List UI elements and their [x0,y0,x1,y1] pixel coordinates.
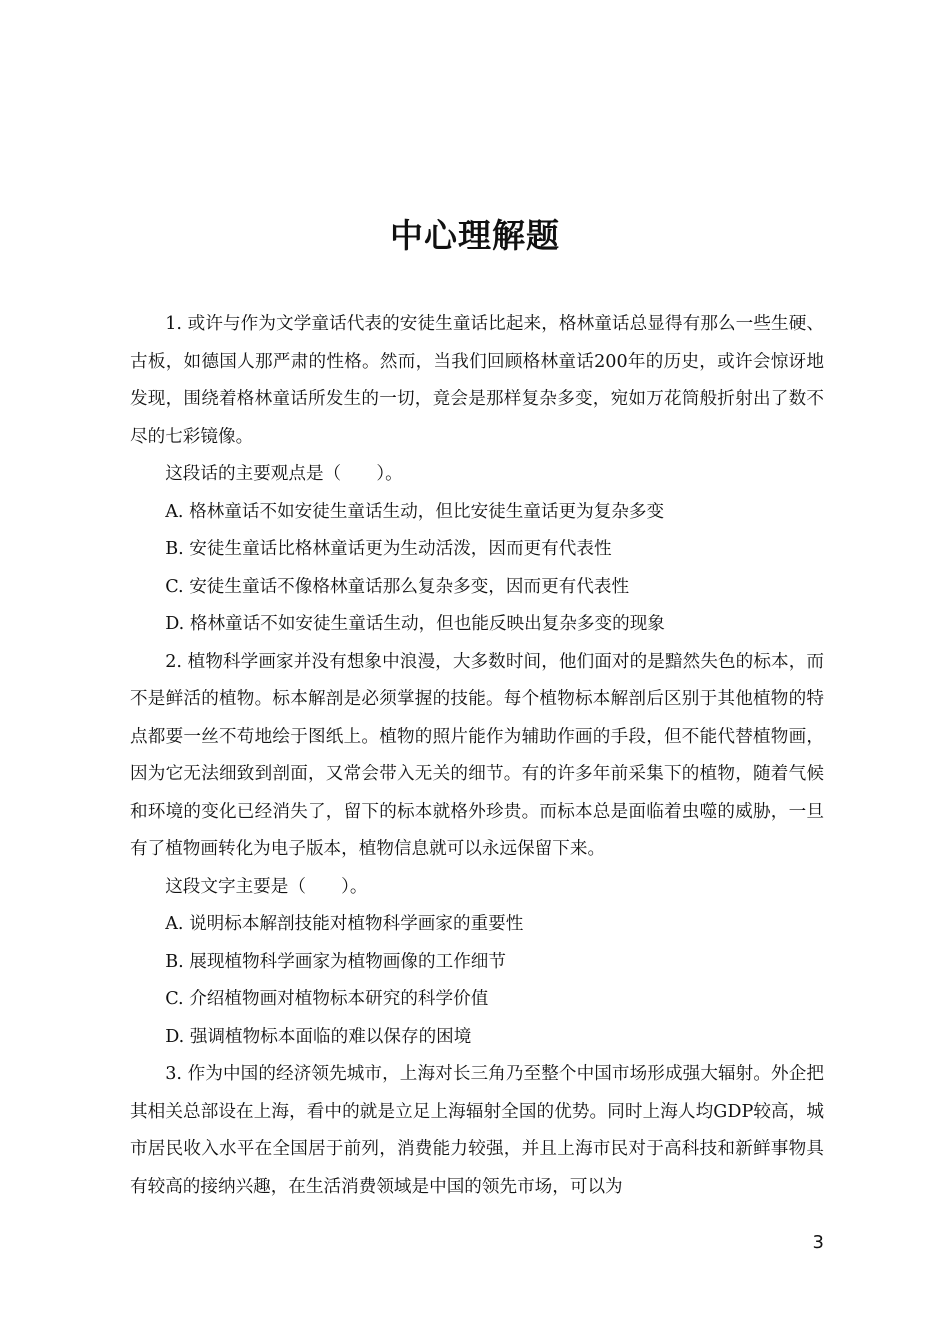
question-2-option-d: D. 强调植物标本面临的难以保存的困境 [165,1026,472,1047]
question-2-option-a: A. 说明标本解剖技能对植物科学画家的重要性 [165,914,524,934]
page-title: 中心理解题 [390,216,560,255]
question-2-option-c: C. 介绍植物画对植物标本研究的科学价值 [165,989,489,1009]
page-number: 3 [812,1232,824,1253]
question-2-prompt: 这段文字主要是（ ）。 [165,876,368,897]
question-1-option-b: B. 安徒生童话比格林童话更为生动活泼，因而更有代表性 [165,539,612,559]
question-2-option-b: B. 展现植物科学画家为植物画像的工作细节 [165,951,506,972]
question-1-option-a: A. 格林童话不如安徒生童话生动，但比安徒生童话更为复杂多变 [165,501,665,522]
question-1-option-c: C. 安徒生童话不像格林童话那么复杂多变，因而更有代表性 [165,576,630,597]
page-content [130,306,824,1206]
question-1-prompt: 这段话的主要观点是（ ）。 [165,464,403,484]
question-1-passage: 1. 或许与作为文学童话代表的安徒生童话比起来，格林童话总显得有那么一些生硬、古板，如德国人那严肃的性格。然而，当我们回顾格林童话200年的历史，或许会惊讶地发现，围绕着格林童话所发生的一切，竟会是那样复杂多变，宛如万花筒般折射出了数不尽的七彩镜像。 [130,314,824,447]
question-3-passage: 3. 作为中国的经济领先城市，上海对长三角乃至整个中国市场形成强大辐射。外企把其相关总部设在上海，看中的就是立足上海辐射全国的优势。同时上海人均GDP较高，城市居民收入水平在全国居于前列，消费能力较强，并且上海市民对于高科技和新鲜事物具有较高的接纳兴趣，在生活消费领域是中国的领先市场，可以为 [130,1064,824,1197]
question-2-passage: 2. 植物科学画家并没有想象中浪漫，大多数时间，他们面对的是黯然失色的标本，而不是鲜活的植物。标本解剖是必须掌握的技能。每个植物标本解剖后区别于其他植物的特点都要一丝不苟地绘于图纸上。植物的照片能作为辅助作画的手段，但不能代替植物画，因为它无法细致到剖面，又常会带入无关的细节。有的许多年前采集下的植物，随着气候和环境的变化已经消失了，留下的标本就格外珍贵。而标本总是面临着虫噬的威胁，一旦有了植物画转化为电子版本，植物信息就可以永远保留下来。 [130,651,824,859]
question-1-option-d: D. 格林童话不如安徒生童话生动，但也能反映出复杂多变的现象 [165,614,665,634]
